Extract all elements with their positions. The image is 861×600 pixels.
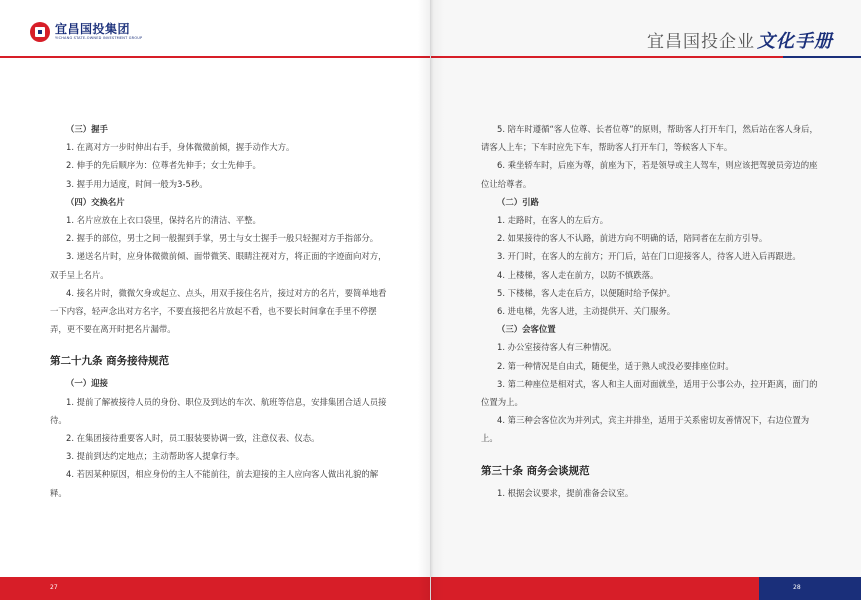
paragraph: 5. 陪车时遵循“客人位尊、长者位尊”的原则，帮助客人打开车门，然后站在客人身后，请客人上车；下车时应先下车，帮助客人打开车门，等候客人下车。 (481, 124, 818, 153)
paragraph: 3. 握手用力适度，时间一般为3-5秒。 (66, 178, 208, 189)
section-heading: （三）握手 (66, 124, 108, 134)
right-page (431, 0, 861, 600)
paragraph: 1. 提前了解被接待人员的身份、职位及到达的车次、航班等信息，安排集团合适人员接待。 (50, 396, 387, 425)
footer-bar (0, 577, 430, 600)
paragraph: 1. 走路时，在客人的左后方。 (497, 215, 609, 226)
left-page (0, 0, 430, 600)
header-rule (0, 56, 430, 58)
paragraph: 1. 名片应放在上衣口袋里，保持名片的清洁、平整。 (66, 215, 261, 226)
logo-name-cn: 宜昌国投集团 (55, 22, 131, 36)
section-heading: （一）迎接 (66, 378, 108, 389)
footer-bar (431, 577, 759, 600)
left-page-content (50, 120, 388, 502)
paragraph: 2. 第一种情况是自由式，随便坐，适于熟人或没必要排座位时。 (497, 360, 734, 371)
page-number-left: 27 (50, 584, 58, 591)
article-heading: 第二十九条 商务接待规范 (50, 355, 170, 368)
section-heading: （四）交换名片 (66, 196, 125, 207)
paragraph: 6. 进电梯，先客人进，主动提供开、关门服务。 (497, 306, 676, 317)
paragraph: 3. 开门时，在客人的左前方；开门后，站在门口迎接客人，待客人进入后再跟进。 (497, 251, 801, 262)
paragraph: 1. 办公室接待客人有三种情况。 (497, 342, 617, 353)
paragraph: 4. 上楼梯，客人走在前方，以防不慎跌落。 (497, 269, 659, 280)
paragraph: 3. 递送名片时，应身体微微前倾、面带微笑、眼睛注视对方，将正面的字迹面向对方，双手呈上名片。 (50, 251, 387, 280)
footer-bar-accent (759, 577, 861, 600)
paragraph: 3. 提前到达约定地点；主动帮助客人提拿行李。 (66, 451, 245, 462)
manual-title-text: 宜昌国投企业 (647, 32, 755, 52)
header-rule-accent (783, 56, 861, 58)
page-number-right: 28 (793, 584, 801, 591)
right-page-content (481, 120, 819, 502)
paragraph: 2. 如果接待的客人不认路，前进方向不明确的话，陪同者在左前方引导。 (497, 233, 768, 244)
paragraph: 2. 在集团接待重要客人时，员工服装要协调一致，注意仪表、仪态。 (66, 433, 320, 444)
section-heading: （三）会客位置 (497, 324, 556, 335)
article-heading: 第三十条 商务会谈规范 (481, 464, 590, 477)
logo-mark-icon (30, 22, 50, 42)
paragraph: 2. 握手的部位，男士之间一般握到手掌，男士与女士握手一般只轻握对方手指部分。 (66, 233, 379, 244)
paragraph: 6. 乘坐轿车时，后座为尊，前座为下，若是领导或主人驾车，则应该把驾驶员旁边的座位让给尊者。 (481, 160, 818, 189)
paragraph: 5. 下楼梯，客人走在后方，以便随时给予保护。 (497, 287, 676, 298)
paragraph: 4. 接名片时，微微欠身或起立、点头，用双手接住名片，接过对方的名片，要简单地看一下内容，轻声念出对方名字，不要直接把名片放起不看，也不要长时间拿在手里不停摆弄，更不要在离开时把名片漏带。 (50, 287, 387, 335)
section-heading: （二）引路 (497, 196, 539, 207)
paragraph: 1. 根据会议要求，提前准备会议室。 (497, 487, 634, 498)
manual-title-accent: 文化手册 (757, 31, 833, 52)
paragraph: 4. 第三种会客位次为并列式，宾主并排坐，适用于关系密切友善情况下，右边位置为上。 (481, 415, 810, 444)
paragraph: 1. 在离对方一步时伸出右手，身体微微前倾，握手动作大方。 (66, 142, 295, 153)
logo-name-en: YICHANG STATE-OWNED INVESTMENT GROUP (55, 36, 143, 40)
company-logo (30, 22, 142, 42)
book-gutter (418, 0, 444, 600)
paragraph: 4. 若因某种原因，相应身份的主人不能前往，前去迎接的主人应向客人做出礼貌的解释。 (50, 469, 379, 498)
paragraph: 2. 伸手的先后顺序为：位尊者先伸手；女士先伸手。 (66, 160, 261, 171)
manual-title (647, 27, 833, 53)
paragraph: 3. 第二种座位是相对式，客人和主人面对面就坐，适用于公事公办，拉开距离，面门的位置为上。 (481, 378, 818, 408)
